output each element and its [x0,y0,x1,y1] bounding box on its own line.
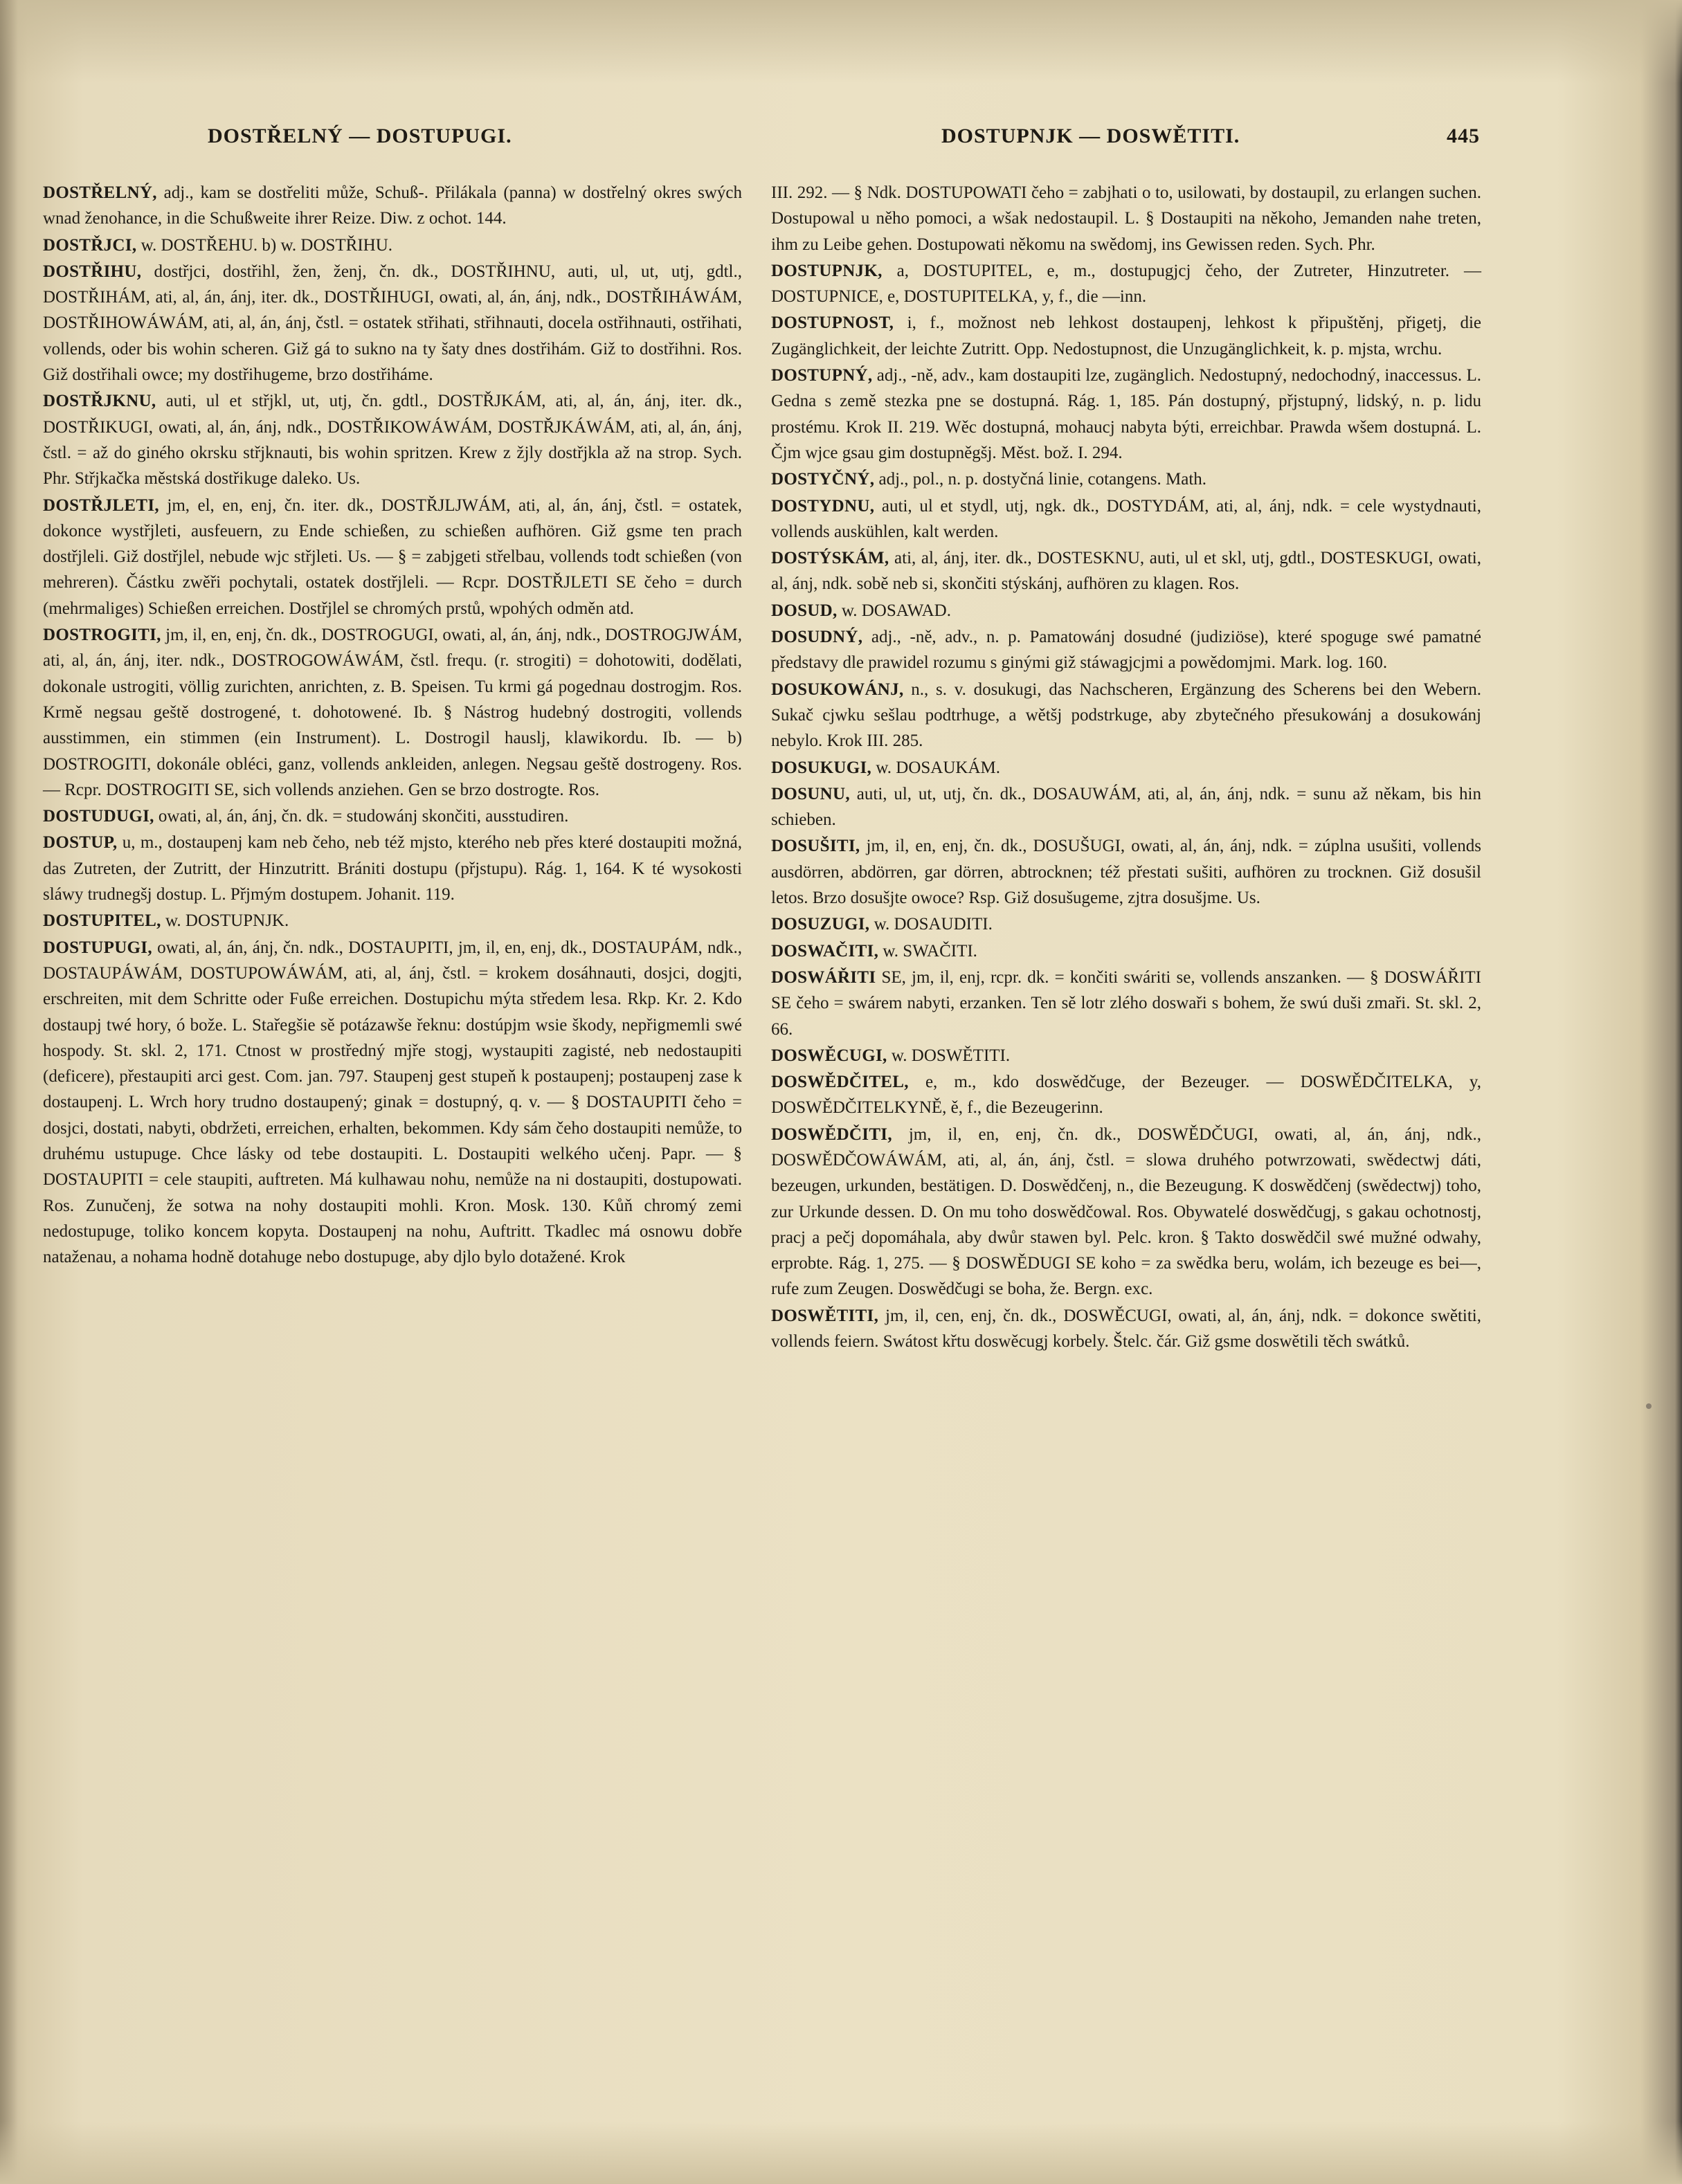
entry-headword: DOSTUP, [43,833,118,853]
entry-headword: DOSWĚCUGI, [771,1046,887,1065]
dictionary-entry [43,388,742,491]
dictionary-entry [43,233,742,258]
entry-text: i, f., možnost neb lehkost dostaupenj, lehkost k připuštěnj, přigetj, die Zugänglichkeit, der leichte Zutritt. Opp. Nedostupnost, die Unzugänglichkeit, k. p. mjsta, wrchu. [771,313,1482,358]
entry-headword: DOSTYČNÝ, [771,470,875,489]
entry-text: w. DOSAWAD. [841,601,951,620]
entry-text: auti, ul et stydl, utj, ngk. dk., DOSTYDÁM, ati, al, ánj, ndk. = cele wystydnauti, vollends auskühlen, kalt werden. [771,496,1481,541]
entry-text: n., s. v. dosukugi, das Nachscheren, Ergänzung des Scherens bei den Webern. Sukač cjwku sešlau podtrhuge, a wětšj podstrkuge, aby zbytečného přesukowánj a dosukowánj nebylo. Krok III. 285. [771,680,1482,751]
dictionary-entry [771,911,1481,937]
dictionary-entry [771,493,1481,545]
entry-headword: DOSTYDNU, [771,496,875,516]
entry-headword: DOSTUPUGI, [43,938,152,957]
entry-headword: DOSUŠITI, [771,837,860,856]
entry-headword: DOSWĚTITI, [771,1306,879,1325]
dictionary-entry [771,1303,1481,1355]
entry-headword: DOSTUPITEL, [43,911,161,931]
entry-headword: DOSUNU, [771,784,850,803]
entry-headword: DOSTŘIHU, [43,262,142,281]
dictionary-entry [771,938,1481,964]
entry-text: dostřjci, dostřihl, žen, ženj, čn. dk., DOSTŘIHNU, auti, ul, ut, utj, gdtl., DOSTŘIHÁM, ati, al, án, ánj, iter. dk., DOSTŘIHUGI, owati, al, án, ánj, ndk., DOSTŘIHÁWÁM, DOSTŘIHOWÁWÁM, ati, al, án, ánj, čstl. = ostatek střihati, střihnauti, docela ostřihnauti, ostřihati, vollends, oder bis wohin scheren. Giž gá to sukno na ty šaty dnes dostřihám. Giž to dostřihni. Ros. Giž dostřihali owce; my dostřihugeme, brzo dostřiháme. [43,262,743,385]
entry-text: jm, il, en, enj, čn. dk., DOSTROGUGI, owati, al, án, ánj, ndk., DOSTROGJWÁM, ati, al, án, ánj, iter. ndk., DOSTROGOWÁWÁM, čstl. frequ. (r. strogiti) = dohotowiti, dodělati, dokonale ustrogiti, völlig zurichten, anrichten, z. B. Speisen. Tu krmi gá pogednau dostrogjm. Ros. Krmě negsau geště dostrogené, t. dohotowené. Ib. § Nástrog hudebný dostrogiti, vollends ausstimmen, ein stimmen (ein Instrument). L. Dostrogil hauslj, klawikordu. Ib. — b) DOSTROGITI, dokonále obléci, ganz, vollends ankleiden, anlegen. Negsau geště dostrogeny. Ros. — Rcpr. DOSTROGITI SE, sich vollends anziehen. Gen se brzo dostrogte. Ros. [43,626,743,799]
dictionary-entry [771,258,1481,310]
page-number: 445 [1447,125,1480,147]
dictionary-entry [771,624,1481,676]
dictionary-entry [771,598,1481,624]
entry-text: jm, il, en, enj, čn. dk., DOSUŠUGI, owati, al, án, ánj, ndk. = zúplna usušiti, vollends ausdörren, abdörren, gar dörren, abtrocknen; též přestati sušiti, aufhören zu trocknen. Giž dosušil letos. Brzo dosušjte owoce? Rsp. Giž dosušugeme, zjtra dosušjme. Us. [771,837,1481,908]
dictionary-entry [43,180,742,232]
entry-text: jm, el, en, enj, čn. iter. dk., DOSTŘJLJWÁM, ati, al, án, ánj, čstl. = ostatek, dokonce wystřjleti, ausfeuern, zu Ende schießen, zu schießen aufhören. Giž gsme ten prach dostřjleli. Giž dostřjlel, nebude wjc střjleti. Us. — § = zabjgeti střelbau, vollends todt schießen (von mehreren). Částku zwěři pochytali, ostatek dostřjleli. — Rcpr. DOSTŘJLETI SE čeho = durch (mehrmaliges) Schießen erreichen. Dostřjlel se chromých prstů, wpohých odměn atd. [43,495,743,618]
entry-text: auti, ul, ut, utj, čn. dk., DOSAUWÁM, ati, al, án, ánj, ndk. = sunu až někam, bis hin schieben. [771,784,1481,830]
dictionary-entry [771,310,1481,362]
entry-text: owati, al, án, ánj, čn. ndk., DOSTAUPITI, jm, il, en, enj, dk., DOSTAUPÁM, ndk., DOSTAUPÁWÁM, DOSTUPOWÁWÁM, ati, al, ánj, čstl. = krokem dosáhnauti, dosjci, dogjti, erschreiten, mit dem Schritte oder Fuße erreichen. Dostupichu mýta středem lesa. Rkp. Kr. 2. Kdo dostaupj twé hory, ó bože. L. Stařegšie sě potázawše řeknu: dostúpjm wsie škody, nepřigmemli swé hospody. St. skl. 2, 171. Ctnost w prostředný mjře stogj, wystaupiti zagisté, neb nedostaupiti (deficere), přestaupiti arci gest. Com. jan. 797. Staupenj gest stupeň k postaupenj; postaupenj zase k dostaupenj. L. Wrch hory trudno dostaupený; ginak = dostupný, q. v. — § DOSTAUPITI čeho = dosjci, dostati, nabyti, obdržeti, erreichen, erhalten, bekommen. Kdy sám čeho dostaupiti nemůže, to druhému ustupuge. Chce lásky od tebe dostaupiti. L. Dostaupiti welkého učenj. Papr. — § DOSTAUPITI = cele staupiti, auftreten. Má kulhawau nohu, nemůže na ni dostaupiti, dostupowati. Ros. Zunučenj, že sotwa na nohy dostaupiti mohli. Kron. Mosk. 130. Kůň chromý zemi nedostupuge, toliko koncem kopyta. Dostaupenj na nohu, Auftritt. Tkadlec má osnowu dobře nataženau, a nohama hodně dotahuge nebo dostupuge, aby djlo bylo dotažené. Krok [43,938,743,1267]
entry-text: adj., kam se dostřeliti může, Schuß-. Přilákala (panna) w dostřelný okres swých wnad ženohance, in die Schußweite ihrer Reize. Diw. z ochot. 144. [43,183,743,228]
dictionary-entry [771,1043,1481,1068]
dictionary-entry [771,677,1481,754]
entry-headword: DOSTŘJCI, [43,235,137,255]
entry-text: w. DOSAUKÁM. [876,758,1000,777]
entry-headword: DOSWAČITI, [771,941,879,961]
entry-text: jm, il, en, enj, čn. dk., DOSWĚDČUGI, owati, al, án, ánj, ndk., DOSWĚDČOWÁWÁM, ati, al, án, ánj, čstl. = slowa druhého potwrzowati, swědectwj dáti, bezeugen, urkunden, bestätigen. D. Doswědčenj, n., die Bezeugung. K doswědčenj (swědectwj) toho, zur Urkunde dessen. D. On mu toho doswědčowal. Ros. Obywatelé doswědčugj, s gakau ochotnostj, pracj a pečj dopomáhala, aby dwůr stawen byl. Pelc. kron. § Takto doswědčil swé mužné odwahy, erprobte. Rág. 1, 275. — § DOSWĚDUGI SE koho = za swědka beru, wolám, ich bezeuge es bei—, rufe zum Zeugen. Doswědčugi se boha, že. Bergn. exc. [771,1125,1481,1299]
entry-headword: DOSTŘELNÝ, [43,183,157,202]
entry-text: III. 292. — § Ndk. DOSTUPOWATI čeho = zabjhati o to, usilowati, by dostaupil, zu erlangen suchen. Dostupowal u něho pomoci, a wšak nedostaupil. L. § Dostaupiti na někoho, Jemanden nahe treten, ihm zu Leibe gehen. Dostupowati někomu na swědomj, ins Gewissen reden. Sych. Phr. [771,183,1481,254]
dictionary-entry [771,965,1481,1042]
entry-text: w. DOSTŘEHU. b) w. DOSTŘIHU. [141,235,393,255]
entry-headword: DOSUDNÝ, [771,628,863,647]
entry-headword: DOSUD, [771,601,838,620]
entry-text: w. DOSTUPNJK. [165,911,289,931]
entry-text: adj., -ně, adv., kam dostaupiti lze, zugänglich. Nedostupný, nedochodný, inaccessus. L. Gedna s země stezka pne se dostupná. Rág. 1, 185. Pán dostupný, přjstupný, lidský, n. p. lidu prostému. Krok II. 219. Wěc dostupná, mohaucj nabyta býti, erreichbar. Prawda wšem dostupná. L. Čjm wjce gsau gim dostupněgšj. Měst. bož. I. 294. [771,366,1481,462]
entry-headword: DOSTŘJLETI, [43,495,159,515]
running-head-right: DOSTUPNJK — DOSWĚTITI. [941,125,1240,147]
dictionary-entry [771,545,1481,597]
entry-text: w. DOSAUDITI. [874,915,993,934]
dictionary-entry [43,493,742,621]
entry-headword: DOSTUDUGI, [43,807,154,826]
entry-headword: DOSUKUGI, [771,758,872,777]
dictionary-entry [771,363,1481,466]
dictionary-entry [43,908,742,934]
entry-headword: DOSWĚDČITI, [771,1125,892,1144]
entry-text: adj., pol., n. p. dostyčná linie, cotangens. Math. [878,470,1207,489]
left-column [43,180,742,1271]
entry-headword: DOSTROGITI, [43,626,161,645]
entry-headword: DOSTUPNÝ, [771,366,873,385]
paper-speck [1646,1403,1652,1409]
entry-headword: DOSTÝSKÁM, [771,549,889,568]
dictionary-entry [43,830,742,907]
entry-text: e, m., kdo doswědčuge, der Bezeuger. — DOSWĚDČITELKA, y, DOSWĚDČITELKYNĚ, ě, f., die Bezeugerinn. [771,1073,1482,1118]
entry-text: auti, ul et střjkl, ut, utj, čn. gdtl., DOSTŘJKÁM, ati, al, án, ánj, iter. dk., DOSTŘIKUGI, owati, al, án, ánj, ndk., DOSTŘIKOWÁWÁM, DOSTŘJKÁWÁM, ati, al, án, ánj, čstl. = až do giného okrsku střjknauti, bis wohin spritzen. Krew z žjly dostřjkla až na strop. Sych. Phr. Střjkačka městská dostřikuge daleko. Us. [43,392,742,489]
entry-headword: DOSUZUGI, [771,915,870,934]
entry-headword: DOSTŘJKNU, [43,392,156,411]
entry-text: u, m., dostaupenj kam neb čeho, neb též mjsto, kterého neb přes které dostaupiti možná, das Zutreten, der Zutritt, der Hinzutritt. Brániti dostupu (přjstupu). Rág. 1, 164. K té wysokosti sláwy trudnegšj dostup. L. Přjmým dostupem. Johanit. 119. [43,833,743,904]
running-head-left: DOSTŘELNÝ — DOSTUPUGI. [208,125,512,147]
entry-text: SE, jm, il, enj, rcpr. dk. = končiti swáriti se, vollends anszanken. — § DOSWÁŘITI SE čeho = swárem nabyti, erzanken. Ten sě lotr zlého doswaři s bohem, že swú duši zmaři. St. skl. 2, 66. [771,967,1482,1039]
dictionary-entry [43,622,742,803]
dictionary-entry [771,1122,1481,1302]
dictionary-entry [771,781,1481,833]
entry-headword: DOSUKOWÁNJ, [771,680,904,699]
dictionary-entry [771,755,1481,781]
dictionary-entry [771,180,1481,257]
entry-headword: DOSWÁŘITI [771,967,876,987]
dictionary-entry [771,833,1481,911]
entry-text: jm, il, cen, enj, čn. dk., DOSWĚCUGI, owati, al, án, ánj, ndk. = dokonce swětiti, vollends feiern. Swátost křtu doswěcugj korbely. Štelc. čár. Giž gsme doswětili těch swátků. [771,1306,1481,1352]
dictionary-entry [43,259,742,388]
entry-headword: DOSWĚDČITEL, [771,1073,909,1092]
dictionary-entry [771,466,1481,492]
entry-text: owati, al, án, ánj, čn. dk. = studowánj skončiti, ausstudiren. [158,807,569,826]
entry-text: a, DOSTUPITEL, e, m., dostupugjcj čeho, der Zutreter, Hinzutreter. — DOSTUPNICE, e, DOSTUPITELKA, y, f., die —inn. [771,261,1482,307]
binding-shadow [0,0,18,2184]
right-column [771,180,1481,1355]
entry-text: w. DOSWĚTITI. [891,1046,1011,1065]
entry-text: w. SWAČITI. [883,941,977,961]
entry-headword: DOSTUPNJK, [771,261,883,280]
entry-headword: DOSTUPNOST, [771,313,894,333]
entry-text: ati, al, ánj, iter. dk., DOSTESKNU, auti, ul et skl, utj, gdtl., DOSTESKUGI, owati, al, ánj, ndk. sobě neb si, skončiti stýskánj, aufhören zu klagen. Ros. [771,549,1481,594]
dictionary-entry [43,803,742,829]
dictionary-entry [43,935,742,1271]
entry-text: adj., -ně, adv., n. p. Pamatowánj dosudné (judiziöse), které spoguge swé pamatné představy dle prawidel rozumu s ginými giž stáwagjcjmi a powědomjmi. Mark. log. 160. [771,628,1481,673]
dictionary-entry [771,1069,1481,1121]
